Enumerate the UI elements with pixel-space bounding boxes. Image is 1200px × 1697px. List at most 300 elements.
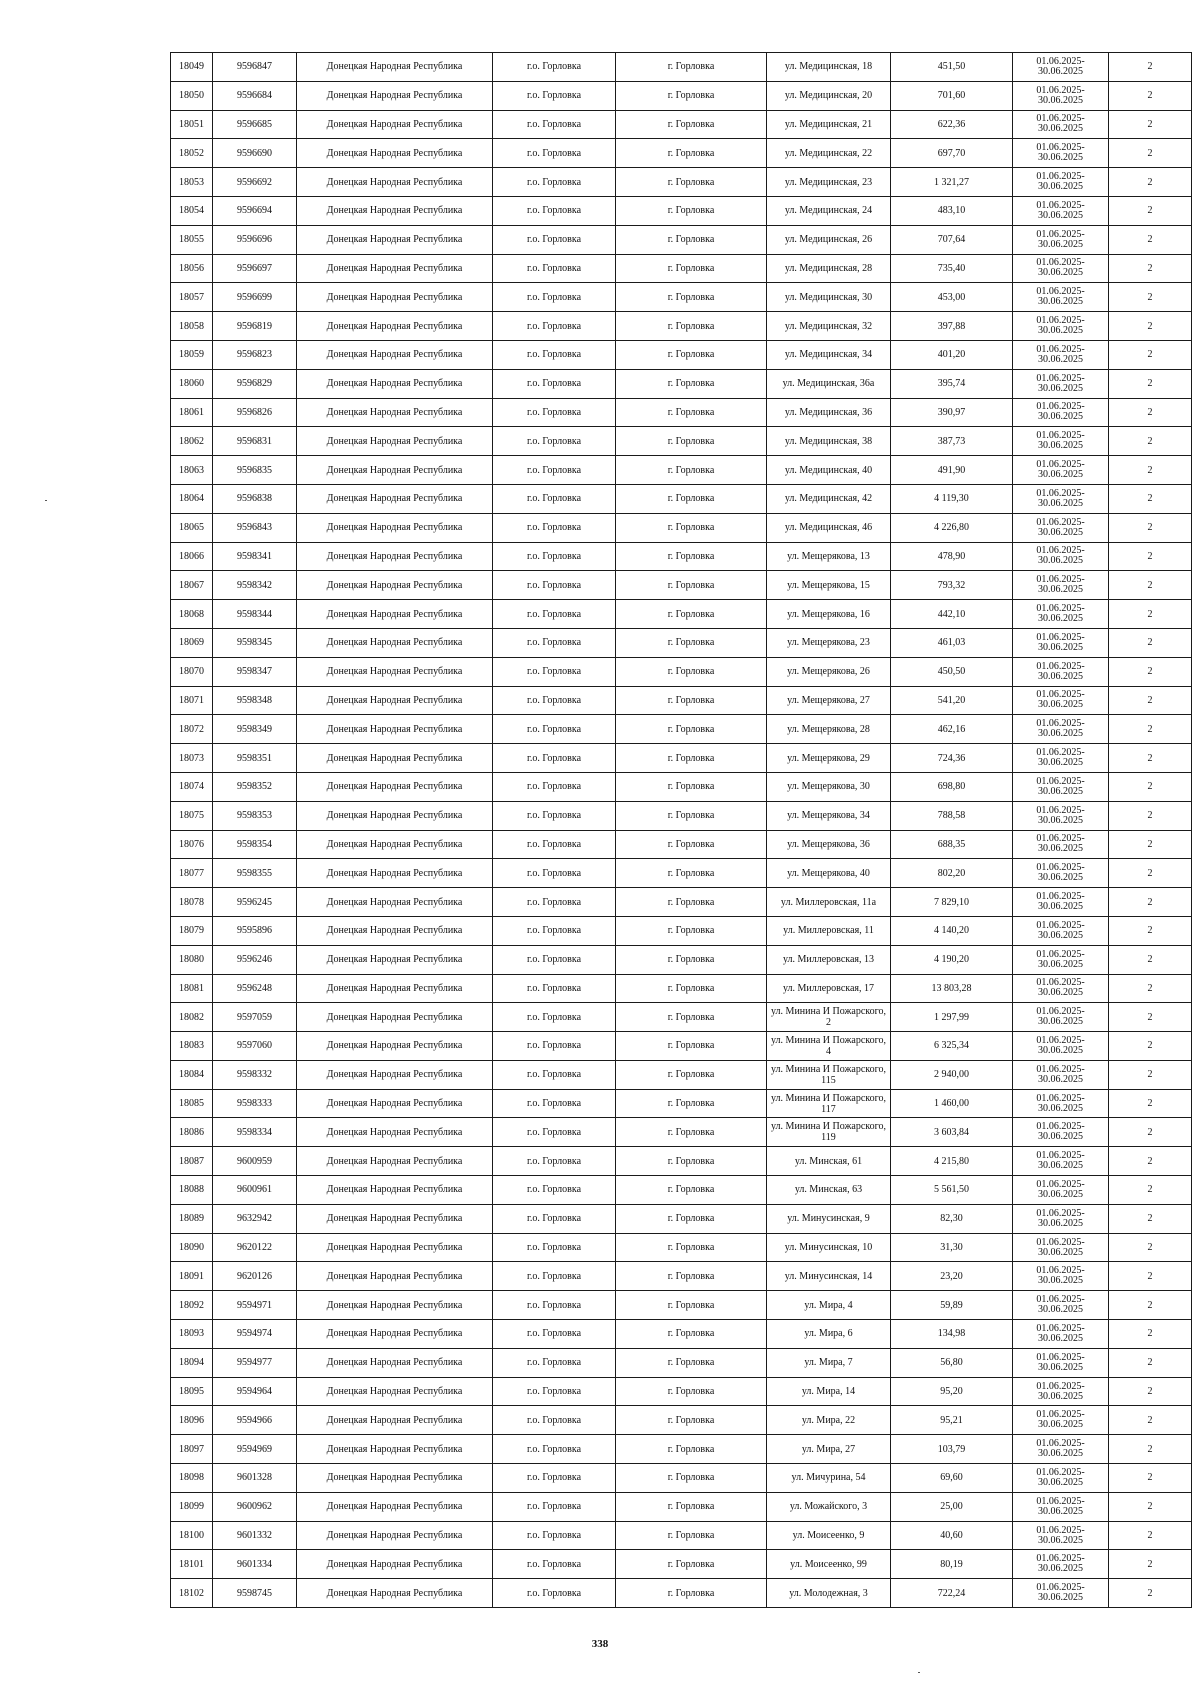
- cell-district: г.о. Горловка: [493, 81, 616, 110]
- cell-address: ул. Мещерякова, 27: [767, 686, 891, 715]
- cell-district: г.о. Горловка: [493, 1550, 616, 1579]
- cell-code: 9596819: [213, 312, 297, 341]
- cell-code: 9598344: [213, 600, 297, 629]
- cell-number: 18079: [171, 916, 213, 945]
- cell-city: г. Горловка: [616, 398, 767, 427]
- cell-region: Донецкая Народная Республика: [297, 628, 493, 657]
- cell-area: 442,10: [891, 600, 1013, 629]
- cell-number: 18055: [171, 225, 213, 254]
- cell-code: 9596829: [213, 369, 297, 398]
- cell-code: 9598354: [213, 830, 297, 859]
- cell-district: г.о. Горловка: [493, 715, 616, 744]
- cell-code: 9598334: [213, 1118, 297, 1147]
- cell-code: 9596838: [213, 484, 297, 513]
- cell-number: 18083: [171, 1032, 213, 1061]
- cell-area: 461,03: [891, 628, 1013, 657]
- cell-address: ул. Мира, 22: [767, 1406, 891, 1435]
- cell-code: 9596245: [213, 888, 297, 917]
- cell-number: 18080: [171, 945, 213, 974]
- cell-city: г. Горловка: [616, 772, 767, 801]
- cell-value: 2: [1109, 1464, 1192, 1493]
- table-row: [171, 513, 1192, 542]
- cell-value: 2: [1109, 715, 1192, 744]
- cell-area: 483,10: [891, 196, 1013, 225]
- cell-address: ул. Мещерякова, 34: [767, 801, 891, 830]
- cell-period: 01.06.2025-30.06.2025: [1013, 1233, 1109, 1262]
- cell-address: ул. Минская, 61: [767, 1147, 891, 1176]
- cell-value: 2: [1109, 1492, 1192, 1521]
- cell-value: 2: [1109, 1291, 1192, 1320]
- cell-number: 18089: [171, 1204, 213, 1233]
- cell-code: 9598332: [213, 1060, 297, 1089]
- cell-city: г. Горловка: [616, 744, 767, 773]
- cell-value: 2: [1109, 196, 1192, 225]
- cell-code: 9597059: [213, 1003, 297, 1032]
- cell-area: 622,36: [891, 110, 1013, 139]
- cell-region: Донецкая Народная Республика: [297, 1435, 493, 1464]
- cell-district: г.о. Горловка: [493, 110, 616, 139]
- cell-address: ул. Миллеровская, 13: [767, 945, 891, 974]
- cell-city: г. Горловка: [616, 427, 767, 456]
- cell-number: 18065: [171, 513, 213, 542]
- cell-area: 722,24: [891, 1579, 1013, 1608]
- cell-region: Донецкая Народная Республика: [297, 398, 493, 427]
- cell-period: 01.06.2025-30.06.2025: [1013, 686, 1109, 715]
- cell-period: 01.06.2025-30.06.2025: [1013, 715, 1109, 744]
- cell-address: ул. Медицинская, 32: [767, 312, 891, 341]
- cell-region: Донецкая Народная Республика: [297, 1406, 493, 1435]
- cell-period: 01.06.2025-30.06.2025: [1013, 110, 1109, 139]
- cell-number: 18099: [171, 1492, 213, 1521]
- table-row: [171, 1320, 1192, 1349]
- cell-period: 01.06.2025-30.06.2025: [1013, 1204, 1109, 1233]
- cell-code: 9598348: [213, 686, 297, 715]
- cell-area: 1 297,99: [891, 1003, 1013, 1032]
- cell-district: г.о. Горловка: [493, 513, 616, 542]
- cell-area: 541,20: [891, 686, 1013, 715]
- table-row: [171, 398, 1192, 427]
- cell-area: 735,40: [891, 254, 1013, 283]
- cell-period: 01.06.2025-30.06.2025: [1013, 53, 1109, 82]
- cell-period: 01.06.2025-30.06.2025: [1013, 974, 1109, 1003]
- table-body: [171, 53, 1192, 1608]
- cell-address: ул. Мира, 14: [767, 1377, 891, 1406]
- table-row: [171, 628, 1192, 657]
- cell-address: ул. Можайского, 3: [767, 1492, 891, 1521]
- cell-period: 01.06.2025-30.06.2025: [1013, 1550, 1109, 1579]
- cell-address: ул. Медицинская, 20: [767, 81, 891, 110]
- cell-address: ул. Мира, 27: [767, 1435, 891, 1464]
- cell-region: Донецкая Народная Республика: [297, 1176, 493, 1205]
- cell-value: 2: [1109, 1176, 1192, 1205]
- cell-number: 18084: [171, 1060, 213, 1089]
- cell-region: Донецкая Народная Республика: [297, 312, 493, 341]
- cell-city: г. Горловка: [616, 1521, 767, 1550]
- cell-region: Донецкая Народная Республика: [297, 427, 493, 456]
- cell-city: г. Горловка: [616, 715, 767, 744]
- cell-number: 18056: [171, 254, 213, 283]
- cell-period: 01.06.2025-30.06.2025: [1013, 801, 1109, 830]
- cell-number: 18098: [171, 1464, 213, 1493]
- cell-district: г.о. Горловка: [493, 1579, 616, 1608]
- cell-district: г.о. Горловка: [493, 600, 616, 629]
- cell-code: 9596847: [213, 53, 297, 82]
- cell-address: ул. Медицинская, 28: [767, 254, 891, 283]
- cell-period: 01.06.2025-30.06.2025: [1013, 283, 1109, 312]
- cell-number: 18074: [171, 772, 213, 801]
- cell-period: 01.06.2025-30.06.2025: [1013, 369, 1109, 398]
- cell-period: 01.06.2025-30.06.2025: [1013, 1147, 1109, 1176]
- table-row: [171, 888, 1192, 917]
- cell-region: Донецкая Народная Республика: [297, 859, 493, 888]
- table-row: [171, 542, 1192, 571]
- cell-district: г.о. Горловка: [493, 484, 616, 513]
- cell-period: 01.06.2025-30.06.2025: [1013, 600, 1109, 629]
- cell-district: г.о. Горловка: [493, 1291, 616, 1320]
- cell-district: г.о. Горловка: [493, 1348, 616, 1377]
- cell-area: 1 321,27: [891, 168, 1013, 197]
- cell-area: 4 140,20: [891, 916, 1013, 945]
- cell-address: ул. Мещерякова, 15: [767, 571, 891, 600]
- cell-value: 2: [1109, 772, 1192, 801]
- cell-period: 01.06.2025-30.06.2025: [1013, 1003, 1109, 1032]
- cell-period: 01.06.2025-30.06.2025: [1013, 398, 1109, 427]
- cell-region: Донецкая Народная Республика: [297, 945, 493, 974]
- cell-region: Донецкая Народная Республика: [297, 600, 493, 629]
- cell-value: 2: [1109, 456, 1192, 485]
- cell-region: Донецкая Народная Республика: [297, 686, 493, 715]
- cell-period: 01.06.2025-30.06.2025: [1013, 1464, 1109, 1493]
- cell-code: 9598333: [213, 1089, 297, 1118]
- cell-code: 9620122: [213, 1233, 297, 1262]
- cell-address: ул. Мичурина, 54: [767, 1464, 891, 1493]
- cell-region: Донецкая Народная Республика: [297, 1348, 493, 1377]
- cell-number: 18102: [171, 1579, 213, 1608]
- cell-code: 9596831: [213, 427, 297, 456]
- cell-region: Донецкая Народная Республика: [297, 772, 493, 801]
- table-row: [171, 772, 1192, 801]
- cell-number: 18087: [171, 1147, 213, 1176]
- cell-area: 56,80: [891, 1348, 1013, 1377]
- cell-number: 18064: [171, 484, 213, 513]
- cell-number: 18094: [171, 1348, 213, 1377]
- cell-area: 401,20: [891, 340, 1013, 369]
- cell-value: 2: [1109, 1233, 1192, 1262]
- cell-district: г.о. Горловка: [493, 1377, 616, 1406]
- table-row: [171, 1492, 1192, 1521]
- cell-value: 2: [1109, 657, 1192, 686]
- cell-region: Донецкая Народная Республика: [297, 1291, 493, 1320]
- cell-code: 9596690: [213, 139, 297, 168]
- page-number: 338: [591, 1638, 609, 1650]
- cell-number: 18053: [171, 168, 213, 197]
- cell-region: Донецкая Народная Республика: [297, 571, 493, 600]
- cell-number: 18054: [171, 196, 213, 225]
- cell-address: ул. Медицинская, 42: [767, 484, 891, 513]
- cell-region: Донецкая Народная Республика: [297, 657, 493, 686]
- cell-area: 82,30: [891, 1204, 1013, 1233]
- cell-district: г.о. Горловка: [493, 369, 616, 398]
- cell-district: г.о. Горловка: [493, 1032, 616, 1061]
- cell-city: г. Горловка: [616, 168, 767, 197]
- cell-code: 9596699: [213, 283, 297, 312]
- cell-value: 2: [1109, 600, 1192, 629]
- cell-region: Донецкая Народная Республика: [297, 283, 493, 312]
- cell-value: 2: [1109, 888, 1192, 917]
- cell-number: 18076: [171, 830, 213, 859]
- cell-period: 01.06.2025-30.06.2025: [1013, 1060, 1109, 1089]
- cell-address: ул. Молодежная, 3: [767, 1579, 891, 1608]
- cell-city: г. Горловка: [616, 916, 767, 945]
- table-row: [171, 1204, 1192, 1233]
- cell-area: 793,32: [891, 571, 1013, 600]
- cell-value: 2: [1109, 110, 1192, 139]
- cell-city: г. Горловка: [616, 686, 767, 715]
- table-row: [171, 369, 1192, 398]
- cell-district: г.о. Горловка: [493, 628, 616, 657]
- cell-area: 4 226,80: [891, 513, 1013, 542]
- cell-district: г.о. Горловка: [493, 744, 616, 773]
- table-row: [171, 1550, 1192, 1579]
- cell-region: Донецкая Народная Республика: [297, 542, 493, 571]
- cell-address: ул. Минина И Пожарского, 4: [767, 1032, 891, 1061]
- table-row: [171, 53, 1192, 82]
- cell-city: г. Горловка: [616, 513, 767, 542]
- cell-address: ул. Минина И Пожарского, 117: [767, 1089, 891, 1118]
- cell-region: Донецкая Народная Республика: [297, 888, 493, 917]
- cell-city: г. Горловка: [616, 1492, 767, 1521]
- cell-number: 18085: [171, 1089, 213, 1118]
- cell-address: ул. Мещерякова, 16: [767, 600, 891, 629]
- table-row: [171, 744, 1192, 773]
- cell-value: 2: [1109, 1147, 1192, 1176]
- cell-region: Донецкая Народная Республика: [297, 830, 493, 859]
- cell-district: г.о. Горловка: [493, 1492, 616, 1521]
- table-row: [171, 1521, 1192, 1550]
- cell-region: Донецкая Народная Республика: [297, 340, 493, 369]
- cell-region: Донецкая Народная Республика: [297, 1464, 493, 1493]
- cell-region: Донецкая Народная Республика: [297, 139, 493, 168]
- cell-district: г.о. Горловка: [493, 254, 616, 283]
- cell-address: ул. Медицинская, 36а: [767, 369, 891, 398]
- cell-district: г.о. Горловка: [493, 830, 616, 859]
- cell-city: г. Горловка: [616, 830, 767, 859]
- cell-number: 18052: [171, 139, 213, 168]
- cell-value: 2: [1109, 686, 1192, 715]
- cell-address: ул. Медицинская, 38: [767, 427, 891, 456]
- cell-area: 698,80: [891, 772, 1013, 801]
- cell-period: 01.06.2025-30.06.2025: [1013, 456, 1109, 485]
- table-row: [171, 1233, 1192, 1262]
- scan-speck: [918, 1672, 920, 1673]
- cell-value: 2: [1109, 513, 1192, 542]
- cell-value: 2: [1109, 168, 1192, 197]
- cell-area: 390,97: [891, 398, 1013, 427]
- cell-city: г. Горловка: [616, 859, 767, 888]
- cell-code: 9598342: [213, 571, 297, 600]
- cell-region: Донецкая Народная Республика: [297, 715, 493, 744]
- cell-district: г.о. Горловка: [493, 1003, 616, 1032]
- cell-code: 9594966: [213, 1406, 297, 1435]
- cell-code: 9598351: [213, 744, 297, 773]
- table-row: [171, 196, 1192, 225]
- cell-value: 2: [1109, 1118, 1192, 1147]
- cell-region: Донецкая Народная Республика: [297, 484, 493, 513]
- cell-city: г. Горловка: [616, 53, 767, 82]
- cell-city: г. Горловка: [616, 1118, 767, 1147]
- cell-number: 18096: [171, 1406, 213, 1435]
- cell-number: 18071: [171, 686, 213, 715]
- cell-district: г.о. Горловка: [493, 686, 616, 715]
- cell-number: 18050: [171, 81, 213, 110]
- cell-number: 18077: [171, 859, 213, 888]
- cell-region: Донецкая Народная Республика: [297, 1003, 493, 1032]
- document-page: [170, 52, 1191, 1608]
- cell-code: 9594971: [213, 1291, 297, 1320]
- cell-address: ул. Моисеенко, 9: [767, 1521, 891, 1550]
- cell-code: 9596826: [213, 398, 297, 427]
- cell-district: г.о. Горловка: [493, 974, 616, 1003]
- table-row: [171, 1406, 1192, 1435]
- cell-city: г. Горловка: [616, 1262, 767, 1291]
- cell-period: 01.06.2025-30.06.2025: [1013, 542, 1109, 571]
- cell-number: 18073: [171, 744, 213, 773]
- table-row: [171, 1060, 1192, 1089]
- cell-area: 453,00: [891, 283, 1013, 312]
- cell-value: 2: [1109, 340, 1192, 369]
- cell-number: 18101: [171, 1550, 213, 1579]
- cell-area: 4 119,30: [891, 484, 1013, 513]
- cell-district: г.о. Горловка: [493, 139, 616, 168]
- cell-number: 18072: [171, 715, 213, 744]
- cell-region: Донецкая Народная Республика: [297, 1233, 493, 1262]
- cell-district: г.о. Горловка: [493, 657, 616, 686]
- cell-region: Донецкая Народная Республика: [297, 254, 493, 283]
- cell-code: 9600959: [213, 1147, 297, 1176]
- cell-value: 2: [1109, 542, 1192, 571]
- cell-value: 2: [1109, 974, 1192, 1003]
- cell-number: 18100: [171, 1521, 213, 1550]
- cell-number: 18067: [171, 571, 213, 600]
- cell-value: 2: [1109, 830, 1192, 859]
- cell-code: 9594974: [213, 1320, 297, 1349]
- cell-area: 1 460,00: [891, 1089, 1013, 1118]
- cell-code: 9598347: [213, 657, 297, 686]
- cell-region: Донецкая Народная Республика: [297, 1060, 493, 1089]
- cell-city: г. Горловка: [616, 801, 767, 830]
- cell-value: 2: [1109, 1550, 1192, 1579]
- buildings-table: [170, 52, 1192, 1608]
- cell-city: г. Горловка: [616, 81, 767, 110]
- cell-city: г. Горловка: [616, 888, 767, 917]
- cell-address: ул. Мещерякова, 30: [767, 772, 891, 801]
- table-row: [171, 1377, 1192, 1406]
- cell-city: г. Горловка: [616, 196, 767, 225]
- cell-period: 01.06.2025-30.06.2025: [1013, 1176, 1109, 1205]
- cell-number: 18082: [171, 1003, 213, 1032]
- table-row: [171, 1262, 1192, 1291]
- cell-area: 31,30: [891, 1233, 1013, 1262]
- cell-period: 01.06.2025-30.06.2025: [1013, 772, 1109, 801]
- cell-address: ул. Мещерякова, 13: [767, 542, 891, 571]
- cell-code: 9596843: [213, 513, 297, 542]
- cell-number: 18063: [171, 456, 213, 485]
- cell-value: 2: [1109, 1089, 1192, 1118]
- cell-period: 01.06.2025-30.06.2025: [1013, 168, 1109, 197]
- cell-code: 9596696: [213, 225, 297, 254]
- cell-district: г.о. Горловка: [493, 1060, 616, 1089]
- cell-district: г.о. Горловка: [493, 542, 616, 571]
- cell-code: 9601328: [213, 1464, 297, 1493]
- cell-code: 9601334: [213, 1550, 297, 1579]
- cell-value: 2: [1109, 312, 1192, 341]
- table-row: [171, 1291, 1192, 1320]
- cell-code: 9600962: [213, 1492, 297, 1521]
- cell-address: ул. Медицинская, 36: [767, 398, 891, 427]
- table-row: [171, 945, 1192, 974]
- table-row: [171, 916, 1192, 945]
- cell-area: 59,89: [891, 1291, 1013, 1320]
- cell-number: 18075: [171, 801, 213, 830]
- cell-address: ул. Мещерякова, 36: [767, 830, 891, 859]
- cell-city: г. Горловка: [616, 1003, 767, 1032]
- table-row: [171, 801, 1192, 830]
- cell-city: г. Горловка: [616, 628, 767, 657]
- cell-number: 18051: [171, 110, 213, 139]
- cell-number: 18088: [171, 1176, 213, 1205]
- cell-value: 2: [1109, 398, 1192, 427]
- cell-value: 2: [1109, 945, 1192, 974]
- cell-city: г. Горловка: [616, 283, 767, 312]
- cell-address: ул. Медицинская, 24: [767, 196, 891, 225]
- cell-district: г.о. Горловка: [493, 456, 616, 485]
- cell-value: 2: [1109, 1204, 1192, 1233]
- cell-address: ул. Миллеровская, 11: [767, 916, 891, 945]
- cell-area: 462,16: [891, 715, 1013, 744]
- cell-region: Донецкая Народная Республика: [297, 110, 493, 139]
- table-row: [171, 283, 1192, 312]
- cell-city: г. Горловка: [616, 312, 767, 341]
- cell-city: г. Горловка: [616, 1579, 767, 1608]
- cell-district: г.о. Горловка: [493, 1521, 616, 1550]
- cell-area: 6 325,34: [891, 1032, 1013, 1061]
- cell-area: 4 215,80: [891, 1147, 1013, 1176]
- cell-address: ул. Минусинская, 9: [767, 1204, 891, 1233]
- table-row: [171, 571, 1192, 600]
- table-row: [171, 81, 1192, 110]
- cell-number: 18069: [171, 628, 213, 657]
- cell-region: Донецкая Народная Республика: [297, 1204, 493, 1233]
- cell-area: 688,35: [891, 830, 1013, 859]
- cell-number: 18061: [171, 398, 213, 427]
- table-row: [171, 168, 1192, 197]
- cell-value: 2: [1109, 225, 1192, 254]
- table-row: [171, 110, 1192, 139]
- cell-address: ул. Медицинская, 40: [767, 456, 891, 485]
- cell-district: г.о. Горловка: [493, 168, 616, 197]
- cell-city: г. Горловка: [616, 945, 767, 974]
- cell-region: Донецкая Народная Республика: [297, 1550, 493, 1579]
- cell-value: 2: [1109, 1348, 1192, 1377]
- cell-number: 18081: [171, 974, 213, 1003]
- cell-code: 9596694: [213, 196, 297, 225]
- cell-number: 18058: [171, 312, 213, 341]
- table-row: [171, 830, 1192, 859]
- cell-region: Донецкая Народная Республика: [297, 513, 493, 542]
- cell-code: 9598355: [213, 859, 297, 888]
- table-row: [171, 1176, 1192, 1205]
- cell-address: ул. Медицинская, 22: [767, 139, 891, 168]
